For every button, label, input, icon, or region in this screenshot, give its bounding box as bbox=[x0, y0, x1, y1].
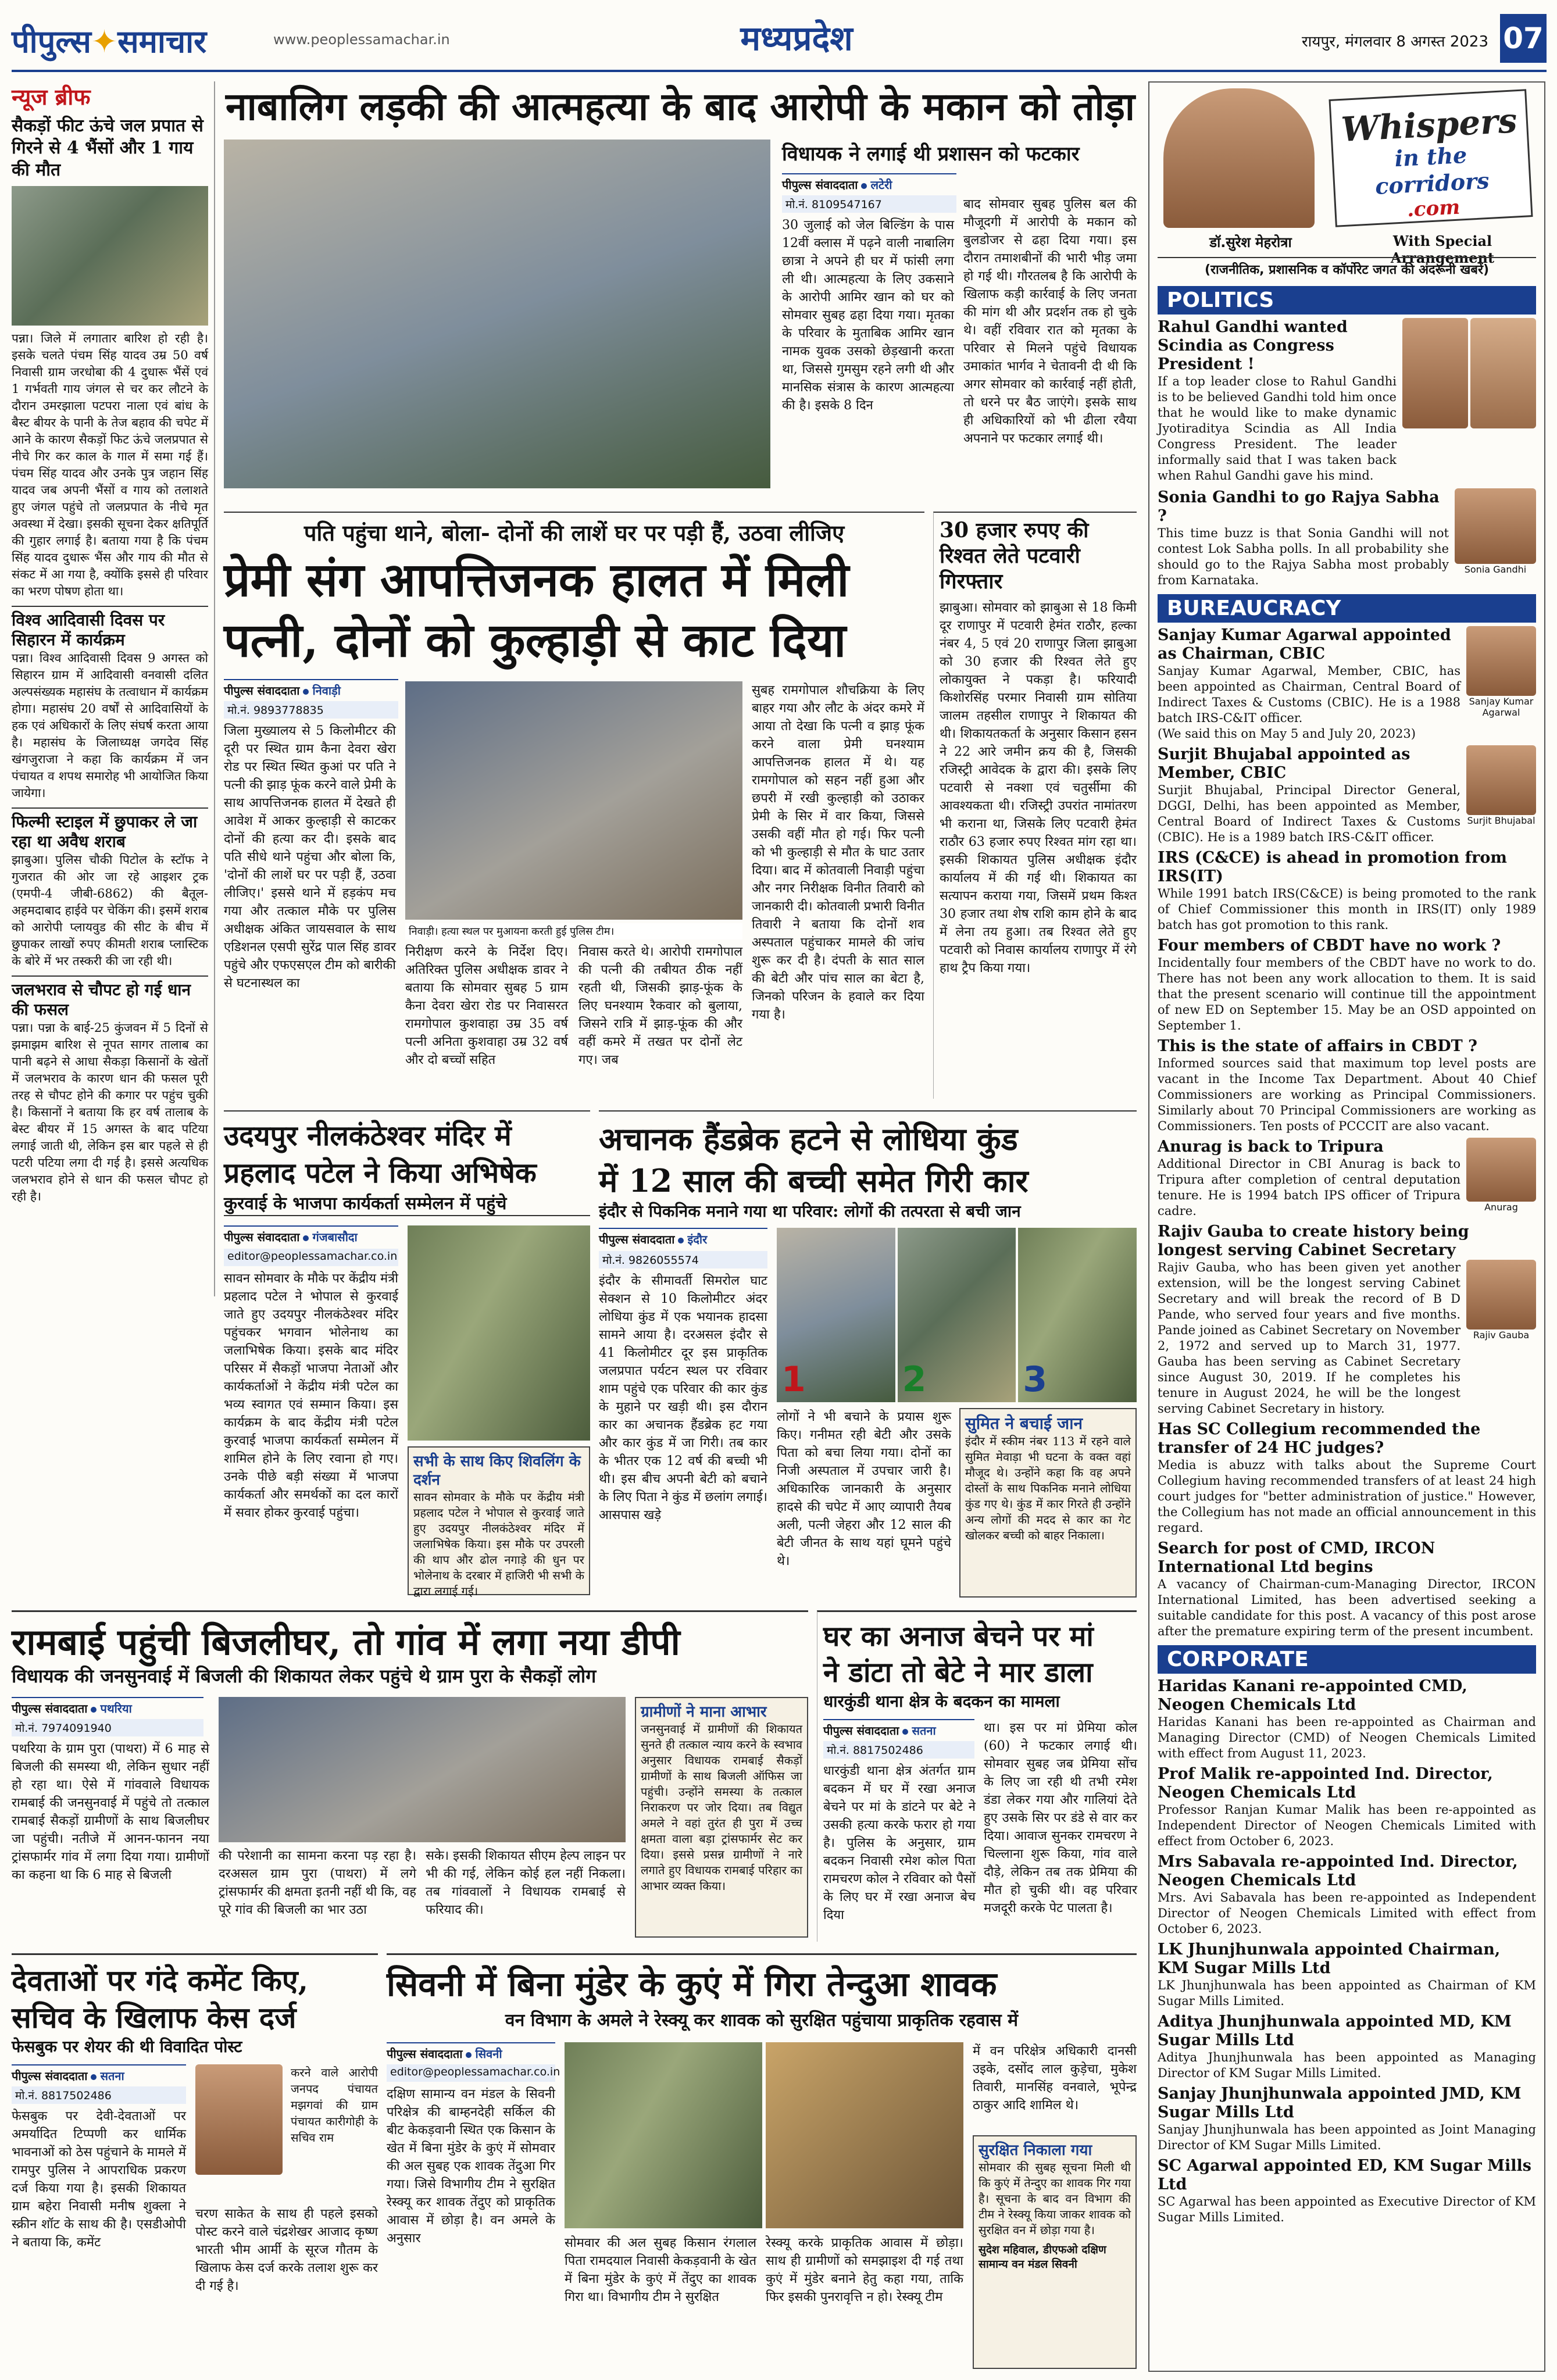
byline-place: सतना bbox=[100, 2069, 124, 2083]
lodhiya-story bbox=[599, 1110, 1137, 1599]
byline-name: पीपुल्स संवाददाता bbox=[224, 1230, 300, 1244]
bureaucracy-text-2: Surjit Bhujabal, Principal Director General, DGGI, Delhi, has been appointed as Member, Central Board of Indirect Taxes & Customs (CBIC). He is a 1989 batch IRS-C&IT officer. bbox=[1158, 783, 1460, 844]
rambai-headline: रामबाई पहुंची बिजलीघर, तो गांव में लगा नया डीपी bbox=[12, 1621, 680, 1663]
tendua-col-1: दक्षिण सामान्य वन मंडल के सिवनी परिक्षेत्र की बाम्हनदेही सर्किल की बीट केकड़वानी स्थित एक किसान के खेत में बिना मुंडेर के कुएं में सोमवार की अल सुबह एक शावक तेंदुआ गिर गया। जिसे विभागीय टीम ने सुरक्षित रेस्क्यू कर शावक तेंदुए को प्राकृतिक आवास में छोड़ा है। वन अमले के अनुसार bbox=[387, 2087, 555, 2246]
politics-text-1: If a top leader close to Rahul Gandhi is to be believed Gandhi told him once that he would like to make dynamic Jyotiraditya Scindia as All India Congress President. The leader informally said that I was taken back when Rahul Gandhi gave his mind. bbox=[1158, 374, 1397, 483]
bribe-text: झाबुआ। सोमवार को झाबुआ से 18 किमी दूर राणापुर में पटवारी हेमंत राठौर, हल्का नंबर 4, 5 एवं 20 राणापुर जिला झाबुआ को 30 हजार की रिश्वत लेते हुए लोकायुक्त ने पकड़ा है। फरियादी किशोरसिंह परमार निवासी ग्राम सोतिया जालम तहसील राणापुर ने शिकायत की थी। शिकायतकर्ता के अनुसार किसान हसन ने 22 आरे जमीन क्रय की है, जिसकी रजिस्ट्री आवेदक के द्वारा की। इसके लिए पटवारी से नक्शा एवं चतुर्सीमा की आवश्यकता थी। रजिस्ट्री उपरांत नामांतरण भी कराना था, जिसके लिए पटवारी हेमंत राठौर 63 हजार रुपए रिश्वत मांग रहा था। इसकी शिकायत पुलिस अधीक्षक इंदौर कार्यालय में की गई थी। शिकायत का सत्यापन कराया गया, जिसमें प्रथम किश्त 30 हजार तथा शेष राशि काम होने के बाद में लेना तय हुआ। तब रिश्वत लेते हुए पटवारी को निवास कार्यालय राणापुर में रंगे हाथ ट्रैप किया गया। bbox=[940, 601, 1137, 975]
photo-caption: Anurag bbox=[1484, 1202, 1518, 1213]
corporate-title-2: Prof Malik re-appointed Ind. Director, Neogen Chemicals Ltd bbox=[1158, 1765, 1493, 1802]
murder-kicker: पति पहुंचा थाने, बोला- दोनों की लाशें घर पर पड़ी हैं, उठवा लीजिए bbox=[303, 520, 845, 546]
bureaucracy-text-5: Informed sources said that maximum top level posts are vacant in the Income Tax Department. About 40 Chief Commissioners are working as Principal Commissioners. Similarly about 70 Principal Commissioners are working as Commissioners. Ten posts of PCCCIT are also vacant. bbox=[1158, 1056, 1536, 1133]
anaj-col-2: था। इस पर मां प्रेमिया कोल (60) ने फटकार लगाई थी। सोमवार सुबह जब प्रेमिया सोंच के लिए जा रही थी तभी रमेश डंडा लेकर गया और गालियां देते हुए उसके सिर पर डंडे से वार कर दिया। आवाज सुनकर रामचरण ने चिल्लाना शुरू किया, गांव वाले दौड़े, लेकिन तब तक प्रेमिया की मौत हो चुकी थी। वह परिवार मजदूरी करके पेट पालता है। bbox=[984, 1721, 1137, 1916]
brief-title-1: सैकड़ों फीट ऊंचे जल प्रपात से गिरने से 4 भैंसों और 1 गाय की मौत bbox=[12, 116, 203, 180]
bureaucracy-title-6: Anurag is back to Tripura bbox=[1158, 1138, 1384, 1156]
politics-title-1: Rahul Gandhi wanted Scindia as Congress President ! bbox=[1158, 318, 1348, 373]
corporate-title-1: Haridas Kanani re-appointed CMD, Neogen Chemicals Ltd bbox=[1158, 1677, 1467, 1714]
photo-number-2: 2 bbox=[902, 1359, 927, 1400]
devta-col-2a: करने वाले आरोपी जनपद पंचायत मझगवां की ग्राम पंचायत कारीगोही के सचिव राम bbox=[291, 2065, 378, 2145]
brief-title-4: जलभराव से चौपट हो गई धान की फसल bbox=[12, 975, 208, 1020]
byline-place: गंजबासौदा bbox=[312, 1230, 358, 1244]
bhujabal-photo bbox=[1466, 745, 1536, 815]
page-number: 07 bbox=[1500, 14, 1547, 63]
buffalo-photo bbox=[12, 186, 208, 326]
murder-byline bbox=[224, 679, 398, 699]
bureaucracy-title-2: Surjit Bhujabal appointed as Member, CBIC bbox=[1158, 745, 1410, 782]
tendua-sidebox bbox=[973, 2135, 1137, 2369]
issue-date: रायपुर, मंगलवार 8 अगस्त 2023 bbox=[1302, 33, 1488, 51]
udaipur-headline-2: प्रहलाद पटेल ने किया अभिषेक bbox=[224, 1157, 537, 1189]
whispers-logo bbox=[1329, 89, 1533, 227]
byline-name: पीपुल्स संवाददाता bbox=[224, 684, 300, 698]
udaipur-story bbox=[224, 1110, 590, 1599]
car-photo-3 bbox=[1018, 1228, 1137, 1402]
photo-caption: Sanjay Kumar Agarwal bbox=[1469, 696, 1534, 718]
brief-title-3: फिल्मी स्टाइल में छुपाकर ले जा रहा था अवैध शराब bbox=[12, 807, 208, 852]
corporate-section-label: CORPORATE bbox=[1158, 1645, 1536, 1674]
tendua-col-3: रेस्क्यू करके प्राकृतिक आवास में छोड़ा। साथ ही ग्रामीणों को समझाइश दी गई तथा कुएं में मुंडेर बनाने हेतु कहा गया, ताकि फिर इसकी पुनरावृत्ति न हो। रेस्क्यू टीम bbox=[766, 2236, 963, 2304]
rambai-col-2: की परेशानी का सामना करना पड़ रहा है। दरअसल ग्राम पुरा (पाथरा) में लगे ट्रांसफार्मर की क्षमता इतनी नहीं थी कि, वह पूरे गांव की बिजली का भार उठा bbox=[219, 1849, 416, 1917]
byline-place: लटेरी bbox=[870, 178, 892, 192]
brand-name: पीपुल्स bbox=[12, 23, 91, 60]
tendua-col-2: सोमवार की अल सुबह किसान रंगलाल पिता रामदयाल निवासी केकड़वानी के खेत में बिना मुंडेर के कुएं में तेंदुए का शावक गिरा था। विभागीय टीम ने सुरक्षित bbox=[565, 2236, 756, 2304]
byline-place: सतना bbox=[912, 1724, 936, 1738]
byline-name: पीपुल्स संवाददाता bbox=[599, 1232, 675, 1246]
udaipur-box-title: सभी के साथ किए शिवलिंग के दर्शन bbox=[413, 1453, 581, 1489]
lead-mobile: मो.नं. 8109547167 bbox=[782, 195, 956, 213]
brief-text-1: पन्ना। जिले में लगातार बारिश हो रही है। इसके चलते पंचम सिंह यादव उम्र 50 वर्ष निवासी ग्राम जरधोबा की 4 दुधारू भैंसें एवं 1 गर्भवती गाय जंगल से चर कर लौटने के दौरान उमरझाला पटपरा नाला एवं बांध के बैस्ट बीयर के पानी के तेज बहाव की चपेट में आने के कारण सैकड़ों फिट ऊंचे जलप्रपात से नीचे गिर कर काल के गाल में समा गई हैं। पंचम सिंह यादव और उनके पुत्र जहान सिंह यादव जब अपनी भैंसों व गाय को तलाशते हुए जंगल पहुंचे तो जलप्रपात के नीचे मृत अवस्था में देखा। इसकी सूचना देकर क्षतिपूर्ति की गुहार लगाई है। बताया गया है कि पंचम सिंह यादव दुधारू भैंस और गाय की मौत से संकट में आ गया है, क्योंकि इससे ही परिवार का भरण पोषण होता था। bbox=[12, 331, 208, 598]
well-photo bbox=[565, 2042, 762, 2228]
lodhiya-box-text: इंदौर में स्कीम नंबर 113 में रहने वाले सुमित मेवाड़ा भी घटना के वक्त वहां मौजूद थे। उन्होंने कहा कि वह अपने दोस्तों के साथ पिकनिक मनाने लोधिया कुंड गए थे। कुंड में कार गिरते ही उन्होंने अन्य लोगों की मदद से कार का गेट खोलकर बच्ची को बाहर निकाला। bbox=[965, 1434, 1131, 1542]
photo-number-1: 1 bbox=[781, 1359, 806, 1400]
brief-text-3: झाबुआ। पुलिस चौकी पिटोल के स्टॉफ ने गुजरात की ओर जा रहे आइशर ट्रक (एमपी-4 जीबी-6862) की बैतूल-अहमदाबाद हाईवे पर चेकिंग की। इसमें शराब को आरोपी प्लायवुड की सीट के बीच में छुपाकर लाखों रुपए कीमती शराब प्लास्टिक के बोरे में भर तस्करी की जा रही थी। bbox=[12, 853, 208, 968]
devta-headline-1: देवताओं पर गंदे कमेंट किए, bbox=[12, 1963, 308, 1997]
brief-text-2: पन्ना। विश्व आदिवासी दिवस 9 अगस्त को सिहारन ग्राम में आदिवासी वनवासी दलित अल्पसंख्यक महासंघ के तत्वाधान में कार्यक्रम होगा। महासंघ 20 वर्षों से आदिवासियों के हक एवं अधिकारों के लिए संघर्ष करता आया है। महासंघ के जिलाध्यक्ष जगदेव सिंह खंगजुराजा ने कहा कि कार्यक्रम में जन पंचायत व शपथ समारोह भी आयोजित किया जायेगा। bbox=[12, 651, 208, 800]
photo-caption: Rajiv Gauba bbox=[1473, 1330, 1530, 1341]
murder-headline-1: प्रेमी संग आपत्तिजनक हालत में मिली bbox=[224, 552, 849, 607]
rambai-byline bbox=[12, 1697, 203, 1717]
crime-scene-caption: निवाड़ी। हत्या स्थल पर मुआयना करती हुई पुलिस टीम। bbox=[405, 923, 742, 939]
rambai-mobile: मो.नं. 7974091940 bbox=[12, 1719, 203, 1736]
leopard-photo bbox=[766, 2042, 963, 2228]
bureaucracy-text-7: Rajiv Gauba, who has been given yet another extension, will be the longest serving Cabinet Secretary and will break the record of B D Pande, who served four years and five months. Pande joined as Cabinet Secretary on November 2, 1972 and served up to March 31, 1977. Gauba has been serving as Cabinet Secretary since August 30, 2019. If he completes his tenure in August 2024, he will be the longest serving Cabinet Secretary in history. bbox=[1158, 1260, 1460, 1416]
byline-name: पीपुल्स संवाददाता bbox=[387, 2047, 463, 2061]
devta-subheadline: फेसबुक पर शेयर की थी विवादित पोस्ट bbox=[12, 2037, 242, 2056]
rambai-subheadline: विधायक की जनसुनवाई में बिजली की शिकायत लेकर पहुंचे थे ग्राम पुरा के सैकड़ों लोग bbox=[12, 1665, 597, 1687]
bureaucracy-text-3: While 1991 batch IRS(C&CE) is being promoted to the rank of Chief Commissioner this month in IRS(IT) only 1989 batch has got promotion to this rank. bbox=[1158, 887, 1536, 932]
special-arrangement: With Special Arrangement bbox=[1390, 233, 1495, 266]
murder-headline-2: पत्नी, दोनों को कुल्हाड़ी से काट दिया bbox=[224, 613, 847, 667]
bureaucracy-title-7: Rajiv Gauba to create history being longest serving Cabinet Secretary bbox=[1158, 1223, 1469, 1259]
anaj-col-1: धारकुंडी थाना क्षेत्र अंतर्गत ग्राम बदकन में घर में रखा अनाज बेचने पर मां के डांटने पर बेटे ने उसकी हत्या करके फरार हो गया है। पुलिस के अनुसार, ग्राम बदकन निवासी रमेश कोल पिता रामचरण कोल ने रविवार को पैसों के लिए घर में रखा अनाज बेच दिया bbox=[823, 1764, 976, 1922]
tendua-subheadline: वन विभाग के अमले ने रेस्क्यू कर शावक को सुरक्षित पहुंचाया प्राकृतिक रहवास में bbox=[505, 2010, 1019, 2031]
car-photo-1 bbox=[777, 1228, 895, 1402]
tendua-story bbox=[387, 1953, 1137, 2372]
murder-col-1: जिला मुख्यालय से 5 किलोमीटर की दूरी पर स्थित ग्राम कैना देवरा खेरा रोड पर स्थित स्थित कुआं पर पति ने पत्नी की झाड़ फूंक करने वाले प्रेमी के साथ आपत्तिजनक हालत में देखते ही आवेश में आकर कुल्हाड़ी से काटकर दोनों की हत्या कर दी। इसके बाद पति सीधे थाने पहुंचा और बोला कि, 'दोनों की लाशें घर पर पड़ी हैं, उठवा लीजिए।' इससे थाने में हड़कंप मच गया और तत्काल मौके पर पुलिस अधीक्षक अंकित जायसवाल के साथ एडिशनल एसपी सुरेंद्र पाल सिंह डावर पहुंचे और एफएसएल टीम को बारीकी से घटनास्थल का bbox=[224, 724, 396, 991]
brand-logo: पीपुल्स✦समाचार bbox=[12, 23, 207, 60]
lodhiya-sidebox bbox=[959, 1408, 1137, 1598]
bureaucracy-title-8: Has SC Collegium recommended the transfer of 24 HC judges? bbox=[1158, 1420, 1481, 1457]
murder-col-3: निवास करते थे। आरोपी रामगोपाल की पत्नी की तबीयत ठीक नहीं रहती थी, जिसकी झाड़-फूंक के लिए घनश्याम रैकवार को बुलाया, जिसने रात्रि में झाड़-फूंक की और वहीं कमरे में तखत पर दोनों लेट गए। जब bbox=[578, 945, 742, 1067]
tendua-col-4: में वन परिक्षेत्र अधिकारी दानसी उइके, दसोंद लाल कुड़ेचा, मुकेश तिवारी, मानसिंह वनवाले, भूपेन्द्र ठाकुर आदि शामिल थे। bbox=[973, 2044, 1137, 2113]
byline-place: इंदौर bbox=[687, 1232, 708, 1246]
lead-col-2: बाद सोमवार सुबह पुलिस बल की मौजूदगी में आरोपी के मकान को बुलडोजर से ढहा दिया गया। इस दौरान तमाशबीनों की भारी भीड़ जमा हो गई थी। गौरतलब है कि आरोपी के खिलाफ कड़ी कार्रवाई के लिए जनता की मांग थी और प्रदर्शन तक हो चुके थे। वहीं रविवार रात को मृतका के परिवार से मिलने पहुंचे विधायक उमाकांत भार्गव ने चेतावनी दी थी कि अगर सोमवार को कार्रवाई नहीं होती, तो धरने पर बैठ जाएंगे। इसके साथ ही अधिकारियों को भी ढीला रवैया अपनाने पर फटकार लगाई थी। bbox=[963, 197, 1137, 446]
gauba-photo bbox=[1466, 1260, 1536, 1330]
politics-section-label: POLITICS bbox=[1158, 286, 1536, 315]
temple-photo bbox=[408, 1225, 590, 1441]
bribe-story bbox=[933, 512, 1137, 1099]
byline-name: पीपुल्स संवाददाता bbox=[12, 2069, 88, 2083]
devta-byline bbox=[12, 2064, 186, 2084]
demolition-photo bbox=[224, 140, 770, 488]
right-column-content bbox=[1158, 286, 1536, 2367]
car-photo-2 bbox=[898, 1228, 1016, 1402]
whispers-header bbox=[1158, 88, 1536, 280]
car-photo-strip bbox=[777, 1228, 1137, 1402]
lead-subheadline: विधायक ने लगाई थी प्रशासन को फटकार bbox=[782, 142, 1080, 166]
masthead bbox=[12, 8, 1547, 72]
scindia-rahul-photo bbox=[1402, 318, 1536, 428]
corporate-text-2: Professor Ranjan Kumar Malik has been re-appointed as Independent Director of Neogen Chemicals Limited with effect from October 6, 2023. bbox=[1158, 1803, 1536, 1848]
murder-story bbox=[224, 512, 924, 1099]
brand-name-2: समाचार bbox=[117, 23, 207, 60]
devta-col-1: फेसबुक पर देवी-देवताओं पर अमर्यादित टिप्पणी कर धार्मिक भावनाओं को ठेस पहुंचाने के मामले में रामपुर पुलिस ने आपराधिक प्रकरण दर्ज किया गया है। इसकी शिकायत ग्राम बहेरा निवासी मनीष शुक्ला ने स्क्रीन शॉट के साथ की है। एसडीओपी ने बताया कि, कमेंट bbox=[12, 2109, 186, 2250]
devta-col-2b: चरण साकेत के साथ ही पहले इसको पोस्ट करने वाले चंद्रशेखर आजाद कृष्ण भारती भीम आर्मी के सूरज गौतम के खिलाफ केस दर्ज करके तलाश शुरू कर दी गई है। bbox=[195, 2207, 378, 2293]
murder-col-2: निरीक्षण करने के निर्देश दिए। अतिरिक्त पुलिस अधीक्षक डावर ने बताया कि सोमवार सुबह 5 ग्राम कैना देवरा खेरा रोड पर निवासरत रामगोपाल कुशवाहा उम्र 35 वर्ष पत्नी अनिता कुशवाहा उम्र 32 वर्ष और दो बच्चों सहित bbox=[405, 945, 568, 1067]
rambai-col-3: सके। इसकी शिकायत सीएम हेल्प लाइन पर भी की गई, लेकिन कोई हल नहीं निकला। तब गांववालों ने विधायक रामबाई से फरियाद की। bbox=[426, 1849, 626, 1917]
byline-name: पीपुल्स संवाददाता bbox=[823, 1724, 899, 1738]
lead-headline: नाबालिग लड़की की आत्महत्या के बाद आरोपी के मकान को तोड़ा bbox=[225, 84, 1135, 129]
lodhiya-mobile: मो.नं. 9826055574 bbox=[599, 1251, 767, 1268]
udaipur-headline-1: उदयपुर नीलकंठेश्वर मंदिर में bbox=[224, 1120, 512, 1152]
rambai-photo bbox=[219, 1697, 626, 1842]
bureaucracy-title-3: IRS (C&CE) is ahead in promotion from IRS(IT) bbox=[1158, 849, 1507, 885]
accused-photo bbox=[195, 2064, 283, 2175]
site-url[interactable]: www.peoplessamachar.in bbox=[273, 31, 450, 48]
lodhiya-headline-1: अचानक हैंडब्रेक हटने से लोधिया कुंड bbox=[599, 1120, 1018, 1157]
corporate-text-5: Aditya Jhunjhunwala has been appointed as Managing Director of KM Sugar Mills Limited. bbox=[1158, 2050, 1536, 2080]
whispers-tagline: (राजनीतिक, प्रशासनिक व कॉर्पोरेट जगत की अंदरूनी खबरें) bbox=[1158, 257, 1536, 278]
byline-name: पीपुल्स संवाददाता bbox=[782, 178, 858, 192]
bureaucracy-text-6: Additional Director in CBI Anurag is back to Tripura after completion of central deputation tenure. He is 1994 batch IPS officer of Tripura cadre. bbox=[1158, 1157, 1460, 1218]
corporate-title-7: SC Agarwal appointed ED, KM Sugar Mills Ltd bbox=[1158, 2157, 1531, 2193]
photo-number-3: 3 bbox=[1023, 1359, 1048, 1400]
lodhiya-subheadline: इंदौर से पिकनिक मनाने गया था परिवार: लोगों की तत्परता से बची जान bbox=[599, 1202, 1021, 1221]
lodhiya-byline bbox=[599, 1228, 767, 1248]
anaj-headline-1: घर का अनाज बेचने पर मां bbox=[823, 1620, 1094, 1653]
politics-title-2: Sonia Gandhi to go Rajya Sabha ? bbox=[1158, 488, 1440, 525]
corporate-title-6: Sanjay Jhunjhunwala appointed JMD, KM Sugar Mills Ltd bbox=[1158, 2085, 1522, 2121]
editor-name: डॉ.सुरेश मेहरोत्रा bbox=[1209, 234, 1292, 251]
whispers-column bbox=[1148, 81, 1545, 2372]
lodhiya-text: इंदौर के सीमावर्ती सिमरोल घाट सेक्शन से 10 किलोमीटर अंदर लोधिया कुंड में एक भयानक हादसा सामने आया है। दरअसल इंदौर से 41 किलोमीटर दूर इस प्राकृतिक जलप्रपात पर्यटन स्थल पर रविवार शाम पहुंचे एक परिवार की कार कुंड के मुहाने पर खड़ी थी। इस दौरान कार का अचानक हैंडब्रेक हट गया और कार कुंड में जा गिरी। तब कार के भीतर एक 12 वर्ष की बच्ची भी थी। इस बीच अपनी बेटी को बचाने के लिए पिता ने कुंड में छलांग लगाई। आसपास खड़े bbox=[599, 1274, 767, 1523]
bureaucracy-title-9: Search for post of CMD, IRCON International Ltd begins bbox=[1158, 1539, 1435, 1576]
anaj-story bbox=[817, 1610, 1137, 1942]
rambai-box-title: ग्रामीणों ने माना आभार bbox=[641, 1703, 767, 1721]
anurag-photo bbox=[1466, 1138, 1536, 1202]
udaipur-email[interactable]: editor@peoplessamachar.co.in bbox=[224, 1249, 398, 1266]
whispers-title-3: .com bbox=[1406, 195, 1461, 222]
udaipur-text: सावन सोमवार के मौके पर केंद्रीय मंत्री प्रहलाद पटेल ने भोपाल से कुरवाई जाते हुए उदयपुर नीलकंठेश्वर मंदिर पहुंचकर भगवान भोलेनाथ का जलाभिषेक किया। इसके बाद मंदिर परिसर में सैकड़ों भाजपा नेताओं और कार्यकर्ताओं ने केंद्रीय मंत्री पटेल का भव्य स्वागत एवं सम्मान किया। इस कार्यक्रम के बाद केंद्रीय मंत्री पटेल कुरवाई भाजपा कार्यकर्ता सम्मेलन में शामिल होने के लिए रवाना हो गए। उनके पीछे बड़ी संख्या में भाजपा कार्यकर्ता और समर्थकों का दल कारों में सवार होकर कुरवाई पहुंचा। bbox=[224, 1271, 398, 1520]
anaj-byline bbox=[823, 1719, 974, 1739]
bureaucracy-text-4: Incidentally four members of the CBDT have no work to do. There has not been any work allocation to them. It is said that the present scenario will continue till the appointment of new ED on September 15. May be an OSD appointed on September 1. bbox=[1158, 956, 1536, 1032]
tendua-box-text: सोमवार की सुबह सूचना मिली थी कि कुएं में तेन्दुए का शावक गिर गया है। सूचना के बाद वन विभाग की टीम ने रेस्क्यू किया जाकर शावक को सुरक्षित वन में छोड़ा गया है। bbox=[979, 2160, 1131, 2237]
agarwal-photo bbox=[1466, 626, 1536, 696]
photo-caption: Surjit Bhujabal bbox=[1467, 815, 1535, 826]
bribe-headline: 30 हजार रुपए की रिश्वत लेते पटवारी गिरफ्तार bbox=[940, 518, 1089, 594]
sonia-gandhi-photo bbox=[1455, 488, 1536, 564]
rambai-sidebox bbox=[635, 1697, 808, 1938]
byline-name: पीपुल्स संवाददाता bbox=[12, 1702, 88, 1716]
politics-text-2: This time buzz is that Sonia Gandhi will not contest Lok Sabha polls. In all probability she should go to the Rajya Sabha most probably from Karnataka. bbox=[1158, 526, 1449, 587]
udaipur-sidebox bbox=[408, 1446, 590, 1598]
editor-photo bbox=[1163, 88, 1315, 228]
byline-place: निवाड़ी bbox=[312, 684, 341, 698]
lead-col-1: 30 जुलाई को जेल बिल्डिंग के पास 12वीं क्लास में पढ़ने वाली नाबालिग छात्रा ने अपने ही घर में फांसी लगा ली थी। आत्महत्या के लिए उकसाने के आरोपी आमिर खान को घर को सोमवार सुबह ढहा दिया गया। मृतका के परिवार के मुताबिक आमिर खान नामक युवक उसको छेड़खानी करता था, जिससे गुमसुम रहने लगी थी और मानसिक संत्रास के कारण आत्महत्या की है। इसके 8 दिन bbox=[782, 218, 954, 413]
anaj-headline-2: ने डांटा तो बेटे ने मार डाला bbox=[823, 1656, 1093, 1689]
devta-story bbox=[12, 1953, 378, 2372]
bureaucracy-text-9: A vacancy of Chairman-cum-Managing Director, IRCON International Limited, has been advertised seeking a suitable candidate for this post. A vacancy of this post arose after the premature expiring term of the present incumbent. bbox=[1158, 1577, 1536, 1638]
udaipur-box-text: सावन सोमवार के मौके पर केंद्रीय मंत्री प्रहलाद पटेल ने भोपाल से कुरवाई जाते हुए उदयपुर नीलकंठेश्वर मंदिर में जलाभिषेक किया। इस मौके पर उपरली की थाप और ढोल नगाड़े की धुन पर भोलेनाथ के दरबार में हाजिरी भी सभी के द्वारा लगाई गई। bbox=[413, 1490, 584, 1598]
byline-place: सिवनी bbox=[475, 2047, 502, 2061]
brief-title-2: विश्व आदिवासी दिवस पर सिहारन में कार्यक्रम bbox=[12, 606, 208, 650]
news-brief-column bbox=[12, 81, 215, 1296]
bureaucracy-text-1: Sanjay Kumar Agarwal, Member, CBIC, has been appointed as Chairman, Central Board of Indirect Taxes & Customs (CBIC). He is a 1988 batch IRS-C&IT officer. (We said this on May 5 and July 20, 2023) bbox=[1158, 664, 1460, 741]
anaj-mobile: मो.नं. 8817502486 bbox=[823, 1741, 974, 1759]
corporate-text-4: LK Jhunjhunwala has been appointed as Chairman of KM Sugar Mills Limited. bbox=[1158, 1978, 1536, 2008]
bureaucracy-title-5: This is the state of affairs in CBDT ? bbox=[1158, 1037, 1477, 1055]
corporate-text-3: Mrs. Avi Sabavala has been re-appointed as Independent Director of Neogen Chemicals Limited with effect from October 6, 2023. bbox=[1158, 1891, 1536, 1936]
tendua-box-sign: सुदेश महिवाल, डीएफओ दक्षिण सामान्य वन मंडल सिवनी bbox=[979, 2243, 1106, 2271]
corporate-title-4: LK Jhunjhunwala appointed Chairman, KM Sugar Mills Ltd bbox=[1158, 1941, 1501, 1977]
tendua-email[interactable]: editor@peoplessamachar.co.in bbox=[387, 2064, 555, 2082]
whispers-title-2: in the corridors bbox=[1374, 141, 1490, 200]
rambai-col-1: पथरिया के ग्राम पुरा (पाथरा) में 6 माह से बिजली की समस्या थी, लेकिन सुधार नहीं हो रहा था। ऐसे में गांववाले विधायक रामबाई की जनसुनवाई में पहुंचे तो तत्काल रामबाई सैकड़ों ग्रामीणों के साथ बिजलीघर जा पहुंची। नतीजे में आनन-फानन नया ट्रांसफार्मर गांव में लगा दिया गया। ग्रामीणों का कहना था कि 6 माह से बिजली bbox=[12, 1742, 209, 1882]
murder-col-4: सुबह रामगोपाल शौचक्रिया के लिए बाहर गया और लौट के अंदर कमरे में आया तो देखा कि पत्नी व झाड़ फूंक करने वाला प्रेमी घनश्याम आपत्तिजनक हालत में थे। यह रामगोपाल को सहन नहीं हुआ और छपरी में रखी कुल्हाड़ी को उठाकर प्रेमी के सिर में वार किया, जिससे उसकी वहीं मौत हो गई। फिर पत्नी को भी कुल्हाड़ी से मौत के घाट उतार दिया। बाद में कोतवाली निवाड़ी पहुंचा और नगर निरीक्षक विनीत तिवारी को जानकारी दी। कोतवाली प्रभारी विनीत तिवारी ने बताया कि दोनों शव अस्पताल पहुंचाकर मामले की जांच शुरू कर दी है। दंपती के सात साल की बेटी और पांच साल का बेटा है, जिनको परिजन के हवाले कर दिया गया है। bbox=[752, 683, 924, 1022]
whispers-title: Whispers bbox=[1340, 101, 1518, 149]
lead-byline bbox=[782, 173, 956, 193]
tendua-box-title: सुरक्षित निकाला गया bbox=[979, 2142, 1092, 2159]
lodhiya-box-title: सुमित ने बचाई जान bbox=[965, 1414, 1083, 1433]
corporate-text-7: SC Agarwal has been appointed as Executive Director of KM Sugar Mills Limited. bbox=[1158, 2195, 1536, 2224]
corporate-text-1: Haridas Kanani has been re-appointed as Chairman and Managing Director (CMD) of Neogen Chemicals Limited with effect from August 11, 2023. bbox=[1158, 1715, 1536, 1760]
bureaucracy-title-4: Four members of CBDT have no work ? bbox=[1158, 937, 1501, 955]
bureaucracy-section-label: BUREAUCRACY bbox=[1158, 594, 1536, 623]
devta-headline-2: सचिव के खिलाफ केस दर्ज bbox=[12, 2000, 297, 2035]
section-title: मध्यप्रदेश bbox=[740, 19, 853, 58]
udaipur-byline bbox=[224, 1225, 398, 1245]
lodhiya-text-2: लोगों ने भी बचाने के प्रयास शुरू किए। गनीमत रही बेटी और उसके पिता को बचा लिया गया। दोनों का निजी अस्पताल में उपचार जारी है। अधिकारिक जानकारी के अनुसार हादसे की चपेट में आए व्यापारी तैयब अली, पत्नी जेहरा और 12 साल की बेटी जीनत के साथ यहां घूमने पहुंचे थे। bbox=[777, 1410, 951, 1568]
corporate-title-3: Mrs Sabavala re-appointed Ind. Director, Neogen Chemicals Ltd bbox=[1158, 1853, 1518, 1889]
tendua-byline bbox=[387, 2042, 555, 2062]
anaj-subheadline: धारकुंडी थाना क्षेत्र के बदकन का मामला bbox=[823, 1692, 1060, 1711]
brief-text-4: पन्ना। पन्ना के बाई-25 कुंजवन में 5 दिनों से झमाझम बारिश से नूपत सागर तालाब का पानी बढ़ने से आधा सैकड़ा किसानों के खेतों में जलभराव के कारण धान की फसल पूरी तरह से चौपट होने की कगार पर पहुंच चुकी है। किसानों ने बताया कि हर वर्ष तालाब के बेस्ट बीयर में 15 अगस्त के बाद पटिया लगाई जाती थी, लेकिन इस बार पहले से ही पटरी पटिया लगा दी गई है। इससे अत्यधिक जलभराव होने से धान की फसल चौपट हो रही है। bbox=[12, 1021, 208, 1203]
tendua-headline: सिवनी में बिना मुंडेर के कुएं में गिरा तेन्दुआ शावक bbox=[387, 1964, 997, 2004]
byline-place: पथरिया bbox=[100, 1702, 132, 1716]
murder-mobile: मो.नं. 9893778835 bbox=[224, 701, 398, 719]
devta-mobile: मो.नं. 8817502486 bbox=[12, 2086, 186, 2104]
lead-story bbox=[224, 81, 1137, 500]
lodhiya-headline-2: में 12 साल की बच्ची समेत गिरी कार bbox=[599, 1162, 1029, 1199]
bureaucracy-text-8: Media is abuzz with talks about the Supreme Court Collegium having recommended transfers of at least 24 high court judges for "better administration of justice." However, the Collegium has not made an official announcement in this regard. bbox=[1158, 1458, 1536, 1535]
bureaucracy-title-1: Sanjay Kumar Agarwal appointed as Chairman, CBIC bbox=[1158, 626, 1451, 663]
udaipur-subheadline: कुरवाई के भाजपा कार्यकर्ता सम्मेलन में पहुंचे bbox=[224, 1191, 590, 1216]
corporate-text-6: Sanjay Jhunjhunwala has been appointed as Joint Managing Director of KM Sugar Mills Limited. bbox=[1158, 2122, 1536, 2152]
crime-scene-photo bbox=[405, 681, 742, 920]
rambai-box-text: जनसुनवाई में ग्रामीणों की शिकायत सुनते ही तत्काल न्याय करने के स्वभाव अनुसार विधायक रामबाई सैकड़ों ग्रामीणों के साथ बिजली ऑफिस जा पहुंची। उन्होंने समस्या के तत्काल निराकरण पर जोर दिया। तब विद्युत अमले ने वहां तुरंत ही पुरा में उच्च क्षमता वाला बड़ा ट्रांसफार्मर सेट कर दिया। इससे प्रसन्न ग्रामीणों ने नारे लगाते हुए विधायक रामबाई परिहार का आभार व्यक्त किया। bbox=[641, 1722, 802, 1893]
rambai-story bbox=[12, 1610, 808, 1942]
news-brief-label: न्यूज ब्रीफ bbox=[12, 84, 91, 110]
corporate-title-5: Aditya Jhunjhunwala appointed MD, KM Sugar Mills Ltd bbox=[1158, 2013, 1512, 2049]
photo-caption: Sonia Gandhi bbox=[1464, 564, 1527, 575]
